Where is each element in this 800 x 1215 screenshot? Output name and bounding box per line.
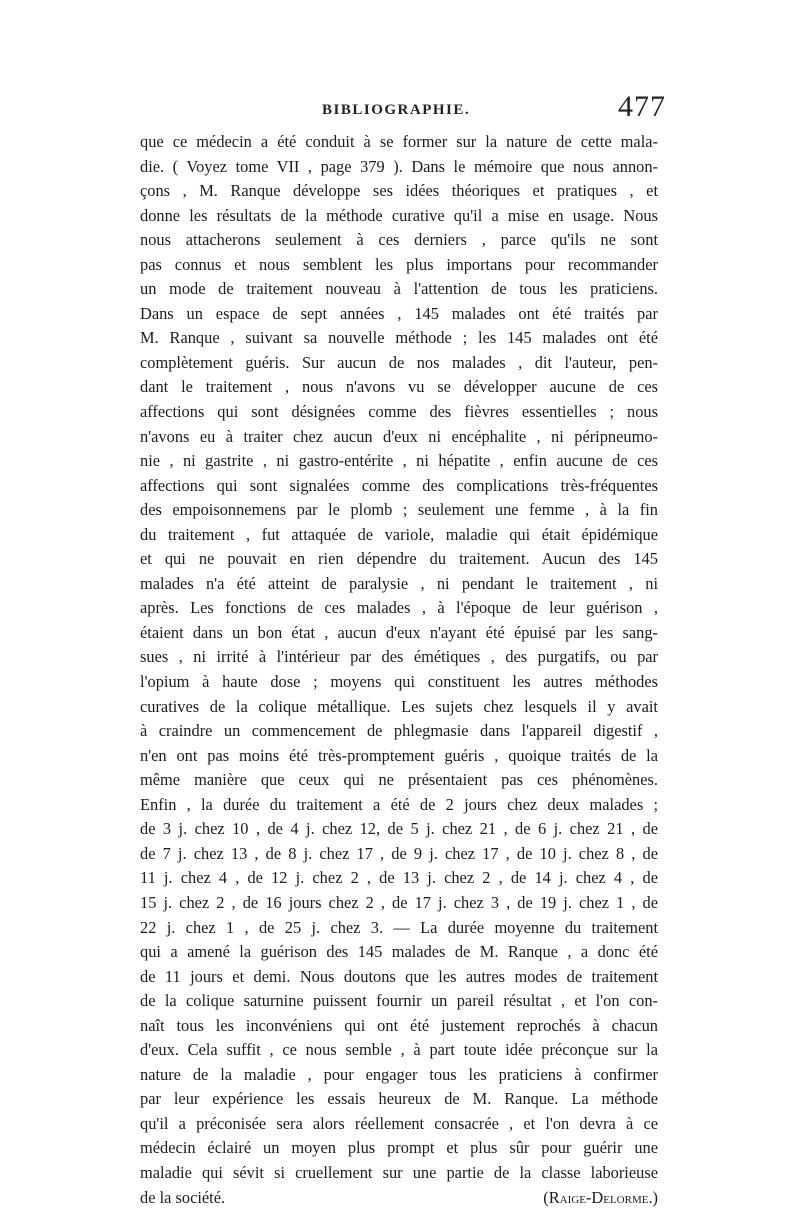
body-text	[140, 130, 658, 1210]
page-header	[0, 90, 800, 126]
closing-line	[140, 1186, 658, 1211]
text-line: l'opium à haute dose ; moyens qui constituent les autres méthodes	[140, 672, 658, 692]
page-number: 477	[618, 90, 666, 123]
text-line: des empoisonnemens par le plomb ; seulement une femme , à la fin	[140, 500, 658, 520]
closing-text: de la société.	[140, 1187, 226, 1207]
text-line: n'avons eu à traiter chez aucun d'eux ni encéphalite , ni péripneumo-	[140, 426, 658, 446]
text-line: 15 j. chez 2 , de 16 jours chez 2 , de 17 j. chez 3 , de 19 j. chez 1 , de	[140, 892, 658, 912]
text-line: curatives de la colique métallique. Les sujets chez lesquels il y avait	[140, 696, 658, 716]
text-line: étaient dans un bon état , aucun d'eux n'ayant été épuisé par les sang-	[140, 622, 658, 642]
text-line: 22 j. chez 1 , de 25 j. chez 3. — La durée moyenne du traitement	[140, 917, 658, 937]
text-line: de 11 jours et demi. Nous doutons que les autres modes de traitement	[140, 966, 658, 986]
text-line: qu'il a préconisée sera alors réellement consacrée , et l'on devra à ce	[140, 1113, 658, 1133]
text-line: nature de la maladie , pour engager tous les praticiens à confirmer	[140, 1064, 658, 1084]
text-line: médecin éclairé un moyen plus prompt et plus sûr pour guérir une	[140, 1138, 658, 1158]
text-line: et qui ne pouvait en rien dépendre du traitement. Aucun des 145	[140, 549, 658, 569]
text-line: 11 j. chez 4 , de 12 j. chez 2 , de 13 j. chez 2 , de 14 j. chez 4 , de	[140, 868, 658, 888]
running-title: BIBLIOGRAPHIE.	[322, 102, 471, 118]
author-signature: (Raige-Delorme.)	[543, 1187, 658, 1207]
text-line: de 7 j. chez 13 , de 8 j. chez 17 , de 9 j. chez 17 , de 10 j. chez 8 , de	[140, 843, 658, 863]
text-line: affections qui sont désignées comme des fièvres essentielles ; nous	[140, 402, 658, 422]
text-line: donne les résultats de la méthode curative qu'il a mise en usage. Nous	[140, 205, 658, 225]
text-line: n'en ont pas moins été très-promptement guéris , quoique traités de la	[140, 745, 658, 765]
text-line: malades n'a été atteint de paralysie , ni pendant le traitement , ni	[140, 573, 658, 593]
text-line: Enfin , la durée du traitement a été de 2 jours chez deux malades ;	[140, 794, 658, 814]
text-line: affections qui sont signalées comme des complications très-fréquentes	[140, 475, 658, 495]
text-line: Dans un espace de sept années , 145 malades ont été traités par	[140, 303, 658, 323]
text-line: de la colique saturnine puissent fournir un pareil résultat , et l'on con-	[140, 991, 658, 1011]
text-line: pas connus et nous semblent les plus importans pour recommander	[140, 254, 658, 274]
text-line: nie , ni gastrite , ni gastro-entérite , ni hépatite , enfin aucune de ces	[140, 451, 658, 471]
text-line: un mode de traitement nouveau à l'attention de tous les praticiens.	[140, 279, 658, 299]
text-line: du traitement , fut attaquée de variole, maladie qui était épidémique	[140, 524, 658, 544]
text-line: après. Les fonctions de ces malades , à l'époque de leur guérison ,	[140, 598, 658, 618]
text-line: à craindre un commencement de phlegmasie dans l'appareil digestif ,	[140, 721, 658, 741]
text-line: d'eux. Cela suffit , ce nous semble , à part toute idée préconçue sur la	[140, 1040, 658, 1060]
text-line: sues , ni irrité à l'intérieur par des émétiques , des purgatifs, ou par	[140, 647, 658, 667]
text-line: que ce médecin a été conduit à se former sur la nature de cette mala-	[140, 132, 658, 151]
text-line: maladie qui sévit si cruellement sur une partie de la classe laborieuse	[140, 1162, 658, 1182]
text-line: qui a amené la guérison des 145 malades de M. Ranque , a donc été	[140, 942, 658, 962]
text-line: dant le traitement , nous n'avons vu se développer aucune de ces	[140, 377, 658, 397]
text-line: M. Ranque , suivant sa nouvelle méthode ; les 145 malades ont été	[140, 328, 658, 348]
text-line: die. ( Voyez tome VII , page 379 ). Dans le mémoire que nous annon-	[140, 156, 658, 176]
text-line: naît tous les inconvéniens qui ont été justement reprochés à chacun	[140, 1015, 658, 1035]
text-line: nous attacherons seulement à ces derniers , parce qu'ils ne sont	[140, 230, 658, 250]
text-line: de 3 j. chez 10 , de 4 j. chez 12, de 5 j. chez 21 , de 6 j. chez 21 , de	[140, 819, 658, 839]
text-line: par leur expérience les essais heureux de M. Ranque. La méthode	[140, 1089, 658, 1109]
text-line: complètement guéris. Sur aucun de nos malades , dit l'auteur, pen-	[140, 352, 658, 372]
text-line: même manière que ceux qui ne présentaient pas ces phénomènes.	[140, 770, 658, 790]
text-line: çons , M. Ranque développe ses idées théoriques et pratiques , et	[140, 181, 658, 201]
